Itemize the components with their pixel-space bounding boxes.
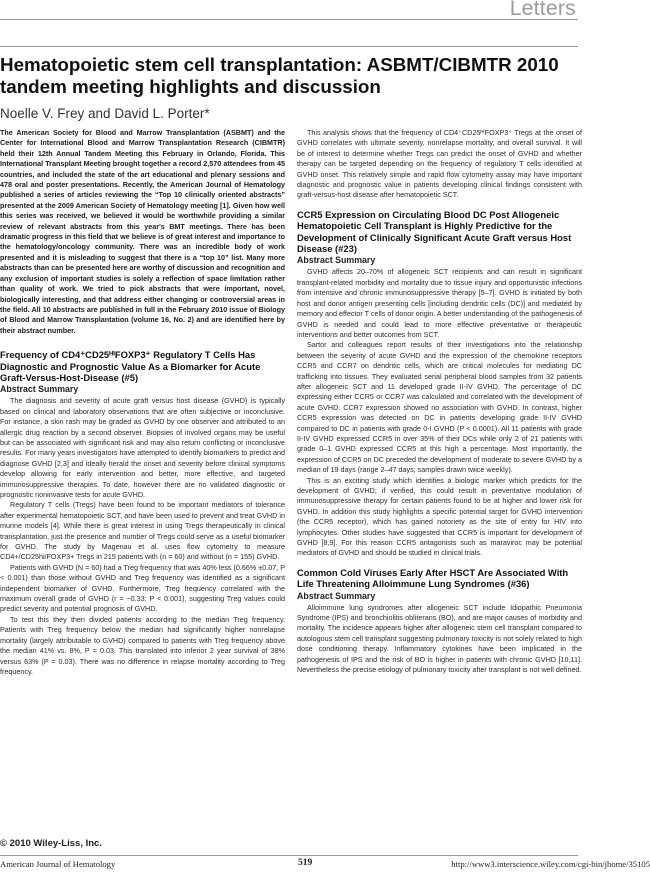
section-heading: Common Cold Viruses Early After HSCT Are Associated With Life Threatening Alloimmune Lung Syndromes (#36) <box>297 566 569 590</box>
right-column <box>297 128 582 838</box>
section-subheading: Abstract Summary <box>297 255 376 266</box>
article-authors: Noelle V. Frey and David L. Porter* <box>0 106 210 121</box>
intro-block <box>0 128 285 336</box>
body-paragraph: Patients with GVHD (N = 60) had a Treg frequency that was 40% less (0.66% ±0.07, P < 0.001) than those without GVHD and Treg frequency was identified as a significant independent biomarker of GVHD. Furthermore, Treg frequency correlated with the maximum overall grade of GVHD (r = −0.33; P < 0.001), suggesting Treg values could predict severity and potential prognosis of GVHD. <box>0 562 285 614</box>
section-tregs <box>0 349 285 677</box>
body-paragraph: The diagnosis and severity of acute graft versus host disease (GVHD) is typically based on clinical and laboratory observations that are often subjective or inconclusive. For instance, a skin rash may be graded as GVHD by one observer and attributed to an allergic drug reaction by a second observer. Biopsies of involved organs may be useful but can be associated with significant risk and may also return conflicting or inconclusive results. For many years investigators have attempted to identify biomarkers to predict and diagnose GVHD [2,3] and ideally herald the onset and severity before clinical symptoms develop allowing for early intervention and better, more effective, and targeted immunosuppressive therapies. To date, however there are no validated diagnostic or prognostic noninvasive tests for acute GVHD. <box>0 396 285 499</box>
footer-rule <box>0 855 578 856</box>
copyright: © 2010 Wiley-Liss, Inc. <box>0 838 102 849</box>
section-tregs-discussion <box>297 128 582 201</box>
section-heading: Frequency of CD4⁺CD25ᴴⁱFOXP3⁺ Regulatory T Cells Has Diagnostic and Prognostic Value As a Biomarker for Acute Graft-Versus-Host-Disease (#5) <box>0 349 261 383</box>
body-paragraph: To test this they then divided patients according to the median Treg frequency. Patients with Treg frequency below the median had significantly higher nonrelapse mortality (largely attributable to GVHD) compared to patients with Treg frequency above the median 41% vs. 8%, P = 0.03. This translated into inferior 2 year survival of 38% versus 63% (P = 0.03). There was no difference in relapse mortality according to Treg frequency. <box>0 614 285 676</box>
body-paragraph: This analysis shows that the frequency of CD4⁺CD25ᴴⁱFOXP3⁺ Tregs at the onset of GVHD correlates with ultimate severity, nonrelapse mortality, and overall survival. It will be of interest to determine whether Tregs can predict the onset of GVHD and whether therapy can be targeted depending on the frequency of regulatory T cells identified at GVHD onset. This relatively simple and rapid flow cytometry assay may have important diagnostic and prognostic value in patients developing clinical findings consistent with graft-versus-host disease after hematopoietic SCT. <box>297 128 582 200</box>
left-column <box>0 128 285 838</box>
section-label: Letters <box>509 0 576 20</box>
header-rule <box>0 19 578 20</box>
body-paragraph: Alloimmune lung syndromes after allogeneic SCT include Idiopathic Pneumonia Syndrome (IPS) and bronchiolitis obliterans (BO), and are major causes of morbidity and mortality. The incidence appears higher after allogeneic stem cell transplant compared to autologous stem cell transplant suggesting pulmonary toxicity is not solely related to high dose conditioning therapy. Inflammatory cytokines have been implicated in the pathogenesis of IPS and the risk of BO is higher in patients with chronic GVHD [10,11]. Nevertheless the precise etiology of pulmonary toxicity after transplant is not well defined. <box>297 602 582 675</box>
title-rule <box>0 46 578 47</box>
article-title: Hematopoietic stem cell transplantation: ASBMT/CIBMTR 2010 tandem meeting highlights and discussion <box>0 54 559 97</box>
body-paragraph: GVHD affects 20–70% of allogeneic SCT recipients and can result in significant transplant-related morbidity and mortality due to tissue injury and opportunistic infections from intensive and chronic immunosuppressive therapy [5–7]. GVHD is initiated by both host and donor antigen presenting cells [including dendritic cells (DC)] and mediated by memory and effector T cells of donor origin. A better understanding of the pathogenesis of GVHD is needed and could lead to more effective preventative or therapeutic interventions and better outcomes from SCT. <box>297 267 582 339</box>
body-paragraph: Sartor and colleagues report results of their investigations into the relationship between the severity of acute GVHD and the expression of the chemokine receptors CCR5 and CCR7 on dendritic cells, which are critical molecules for mediating DC trafficking into tissues. They evaluated serial peripheral blood samples from 32 patients after allogeneic SCT and 11 developed grade II-IV GVHD. The percentage of DC expressing either CCR5 or CCR7 was calculated and correlated with the development of acute GVHD. CCR7 expression showed no association with GVHD. In contrast, higher CCR5 expression was detected on DC in patients developing grade II-IV GVHD compared to DC in patients with grade 0-I GVHD (P < 0.0001). All 11 patients with grade II-IV GVHD expressed CCR5 in over 35% of their DCs while only 2 of 21 patients with grade 0–1 GVHD expressed CCR5 at this high a percentage. Most importantly, the expression of CCR5 on DC preceded the development of moderate to severe GVHD by a median of 19 days (range 2–47 days; samples drawn twice weekly). <box>297 340 582 475</box>
section-subheading: Abstract Summary <box>297 590 376 601</box>
page-number: 519 <box>298 858 313 868</box>
section-subheading: Abstract Summary <box>0 384 79 395</box>
section-cold-viruses <box>297 567 582 676</box>
section-ccr5 <box>297 209 582 559</box>
journal-name: American Journal of Hematology <box>0 859 116 869</box>
body-paragraph: Regulatory T cells (Tregs) have been found to be important mediators of tolerance after experimental hematopoietic SCT, and have been used to prevent and treat GVHD in murine models [4]. While there is great interest in using Tregs therapeutically in clinical transplantation, just the presence and number of Tregs could serve as a useful biomarker for GVHD. The study by Magenau et al. uses flow cytometry to measure CD4+/CD25hi/FOXP3+ Tregs in 215 patients with (n = 60) and without (n = 155) GVHD. <box>0 500 285 562</box>
intro-paragraph: The American Society for Blood and Marrow Transplantation (ASBMT) and the Center for International Blood and Marrow Transplantation Research (CIBMTR) held their 12th Annual Tandem Meeting this February in Orlando, Florida. This International Transplant Meeting brought together a record 2,570 attendees from 45 countries, and included the state of the art educational and plenary sessions and 478 oral and poster presentations. Recently, the American Journal of Hematology published a series of articles reviewing the “Top 10 clinically oriented abstracts” presented at the 2009 American Society of Hematology meeting [1]. Given how well this series was received, we believed it would be worthwhile providing a similar review of relevant abstracts from this year's BMT meetings. There has been dramatic progress in this field that we believe is of great interest and importance to the hematology/oncology community. There was an incredible body of work presented and it is misleading to suggest that there is a “top 10” list. Many more abstracts than can be presented here are worthy of discussion and recognition and any exclusion of important studies is solely a reflection of space limitation rather than quality of work. We tried to pick abstracts that were important, novel, biologically interesting, and that address either changing or controversial areas in the field. All 10 abstracts are published in full in the February 2010 issue of Biology of Blood and Marrow Transplantation (volume 16, No. 2) and are identified here by their abstract number. <box>0 128 285 335</box>
journal-url[interactable]: http://www3.interscience.wiley.com/cgi-bin/jhome/35105 <box>451 859 650 869</box>
section-heading: CCR5 Expression on Circulating Blood DC Post Allogeneic Hematopoietic Cell Transplant is Highly Predictive for the Development of Clinically Significant Acute Graft versus Host Disease (#23) <box>297 208 572 255</box>
body-paragraph: This is an exciting study which identifies a biologic marker which predicts for the development of GVHD; if verified, this could result in preventative modulation of immunosuppressive therapy for certain patients found to be at higher and lower risk for GVHD. In addition this study highlights a specific potential target for GVHD intervention (the CCR5 receptor), which has gained notoriety as the site of entry for HIV into lymphocytes. Other studies have suggested that CCR5 is important for development of GVHD [8,9]. For this reason CCR5 antagonists such as maraviroc may be potential mediators of GVHD and should be studied in clinical trials. <box>297 475 582 558</box>
